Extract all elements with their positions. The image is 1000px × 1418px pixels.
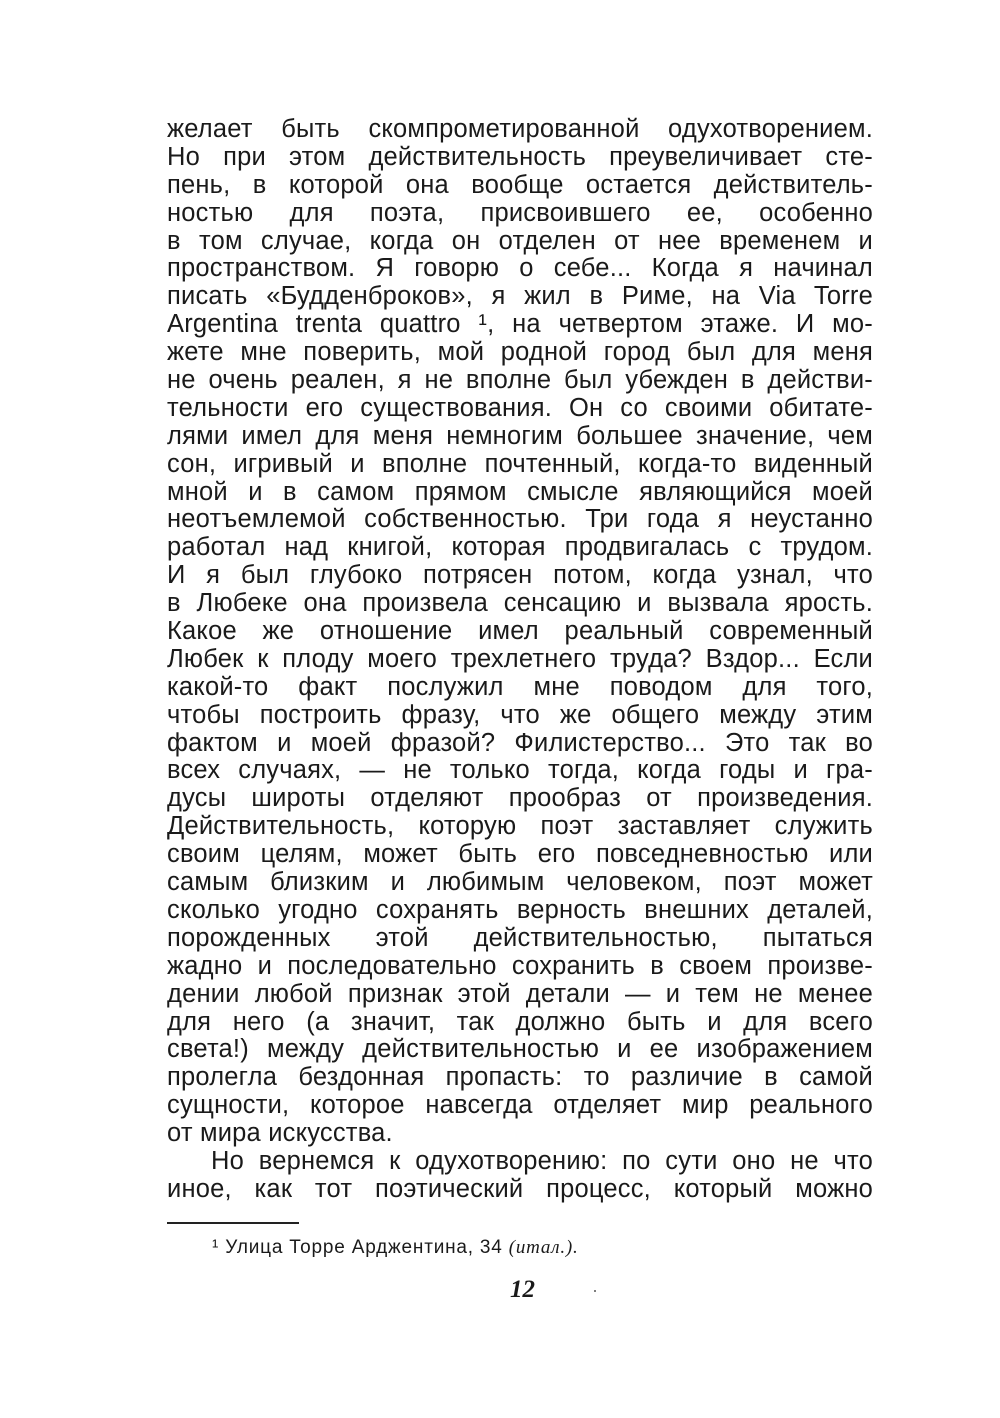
text-line: дусы широты отделяют прообраз от произведения. bbox=[167, 784, 873, 813]
text-line: работал над книгой, которая продвигалась с трудом. bbox=[167, 533, 873, 562]
text-line: всех случаях, — не только тогда, когда годы и гра- bbox=[167, 756, 873, 785]
text-line: от мира искусства. bbox=[167, 1119, 393, 1148]
text-line: света!) между действительностью и ее изображением bbox=[167, 1035, 873, 1064]
page-number: 12 bbox=[510, 1276, 535, 1303]
scan-speck bbox=[594, 1290, 596, 1292]
text-line: чтобы построить фразу, что же общего между этим bbox=[167, 700, 873, 729]
text-line: мной и в самом прямом смысле являющийся моей bbox=[167, 477, 873, 506]
text-line: Но при этом действительность преувеличивает сте- bbox=[167, 142, 873, 171]
text-line: для него (а значит, так должно быть и для всего bbox=[167, 1007, 873, 1036]
text-line: какой-то факт послужил мне поводом для того, bbox=[167, 672, 873, 701]
text-line: порожденных этой действительностью, пытаться bbox=[167, 923, 873, 952]
text-line: желает быть скомпрометированной одухотворением. bbox=[167, 115, 873, 143]
footnote bbox=[212, 1237, 579, 1259]
text-line: сколько угодно сохранять верность внешних деталей, bbox=[167, 895, 873, 924]
footnote-rule bbox=[167, 1222, 299, 1224]
text-line: в Любеке она произвела сенсацию и вызвала ярость. bbox=[167, 589, 873, 618]
footnote-text: Улица Торре Арджентина, 34 bbox=[225, 1237, 503, 1258]
text-line: фактом и моей фразой? Филистерство... Это так во bbox=[167, 728, 873, 757]
text-line: пространством. Я говорю о себе... Когда я начинал bbox=[167, 254, 873, 283]
text-line: пролегла бездонная пропасть: то различие в самой bbox=[167, 1063, 873, 1092]
text-line: Действительность, которую поэт заставляет служить bbox=[167, 812, 873, 841]
text-line: лями имел для меня немногим большее значение, чем bbox=[167, 421, 873, 450]
text-line: пень, в которой она вообще остается действитель- bbox=[167, 170, 873, 199]
text-line: жете мне поверить, мой родной город был для меня bbox=[167, 338, 873, 367]
text-line: Любек к плоду моего трехлетнего труда? Вздор... Если bbox=[167, 644, 873, 673]
text-line: сон, игривый и вполне почтенный, когда-то виденный bbox=[167, 449, 873, 478]
text-line: сущности, которое навсегда отделяет мир реального bbox=[167, 1091, 873, 1120]
page-body bbox=[167, 116, 873, 1204]
text-line: писать «Будденброков», я жил в Риме, на Via Torre bbox=[167, 282, 873, 311]
text-line: Но вернемся к одухотворению: по сути оно не что bbox=[211, 1146, 873, 1175]
text-line: ностью для поэта, присвоившего ее, особенно bbox=[167, 198, 873, 227]
text-line: Argentina trenta quattro ¹, на четвертом этаже. И мо- bbox=[167, 310, 873, 339]
text-line: жадно и последовательно сохранить в своем произве- bbox=[167, 951, 873, 980]
text-line: не очень реален, я не вполне был убежден в действи- bbox=[167, 366, 873, 395]
text-line: самым близким и любимым человеком, поэт может bbox=[167, 868, 873, 897]
text-line: Какое же отношение имел реальный современный bbox=[167, 617, 873, 646]
text-line: неотъемлемой собственностью. Три года я неустанно bbox=[167, 505, 873, 534]
text-line: дении любой признак этой детали — и тем не менее bbox=[167, 979, 873, 1008]
text-line: иное, как тот поэтический процесс, который можно bbox=[167, 1174, 873, 1203]
text-line: в том случае, когда он отделен от нее временем и bbox=[167, 226, 873, 255]
footnote-note: (итал.). bbox=[508, 1237, 579, 1258]
text-line: И я был глубоко потрясен потом, когда узнал, что bbox=[167, 561, 873, 590]
text-line: своим целям, может быть его повседневностью или bbox=[167, 840, 873, 869]
text-line: тельности его существования. Он со своими обитате- bbox=[167, 393, 873, 422]
footnote-marker: ¹ bbox=[212, 1237, 220, 1258]
